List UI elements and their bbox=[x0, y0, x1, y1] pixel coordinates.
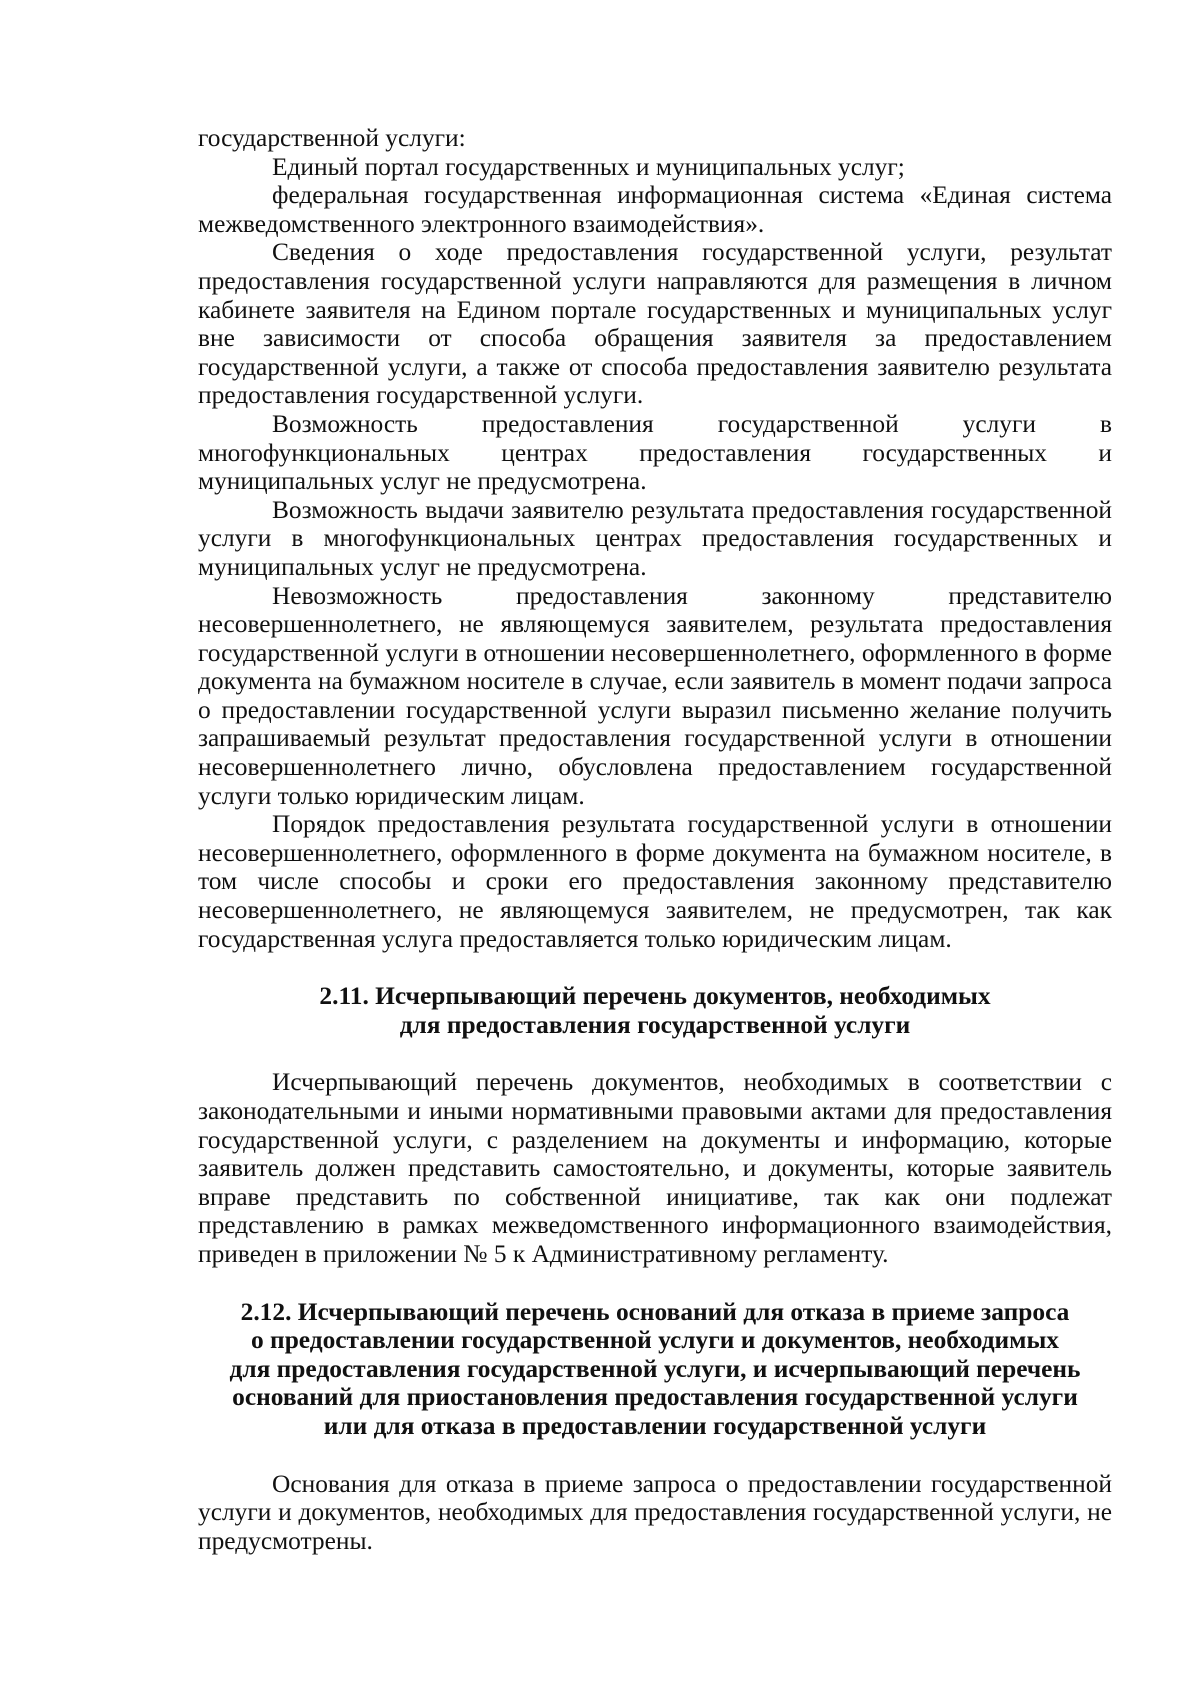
paragraph-result-procedure: Порядок предоставления результата государственной услуги в отношении несовершеннолетнего, оформленного в форме документа на бумажном носителе, в том числе способы и сроки его предоставления законному представителю несовершеннолетнего, не являющемуся заявителем, не предусмотрен, так как государственная услуга предоставляется только юридическим лицам. bbox=[198, 810, 1112, 953]
paragraph-progress-info: Сведения о ходе предоставления государственной услуги, результат предоставления государственной услуги направляются для размещения в личном кабинете заявителя на Едином портале государственных и муниципальных услуг вне зависимости от способа обращения заявителя за предоставлением государственной услуги, а также от способа предоставления заявителю результата предоставления государственной услуги. bbox=[198, 238, 1112, 410]
section-2-12-body: Основания для отказа в приеме запроса о предоставлении государственной услуги и документов, необходимых для предоставления государственной услуги, не предусмотрены. bbox=[198, 1469, 1112, 1555]
paragraph-mfc-provision: Возможность предоставления государственной услуги в многофункциональных центрах предоставления государственных и муниципальных услуг не предусмотрена. bbox=[198, 409, 1112, 496]
heading-line: для предоставления государственной услуги bbox=[399, 1010, 911, 1039]
heading-line: или для отказа в предоставлении государственной услуги bbox=[323, 1411, 987, 1440]
section-heading-2-12 bbox=[198, 1298, 1112, 1441]
paragraph-mfc-issuance: Возможность выдачи заявителю результата предоставления государственной услуги в многофункциональных центрах предоставления государственных и муниципальных услуг не предусмотрена. bbox=[198, 495, 1112, 581]
heading-line: для предоставления государственной услуги, и исчерпывающий перечень bbox=[229, 1354, 1081, 1383]
heading-line: о предоставлении государственной услуги и документов, необходимых bbox=[251, 1326, 1059, 1355]
section-heading-2-11 bbox=[198, 982, 1112, 1039]
heading-line: 2.12. Исчерпывающий перечень оснований для отказа в приеме запроса bbox=[240, 1297, 1070, 1326]
heading-line: 2.11. Исчерпывающий перечень документов, необходимых bbox=[319, 982, 991, 1011]
document-page bbox=[198, 124, 1112, 1555]
paragraph-continuation: государственной услуги: bbox=[198, 124, 466, 152]
paragraph-portal: Единый портал государственных и муниципальных услуг; bbox=[272, 152, 905, 181]
heading-line: оснований для приостановления предоставления государственной услуги bbox=[232, 1383, 1078, 1412]
paragraph-federal-system: федеральная государственная информационная система «Единая система межведомственного электронного взаимодействия». bbox=[198, 181, 1112, 238]
section-2-11-body: Исчерпывающий перечень документов, необходимых в соответствии с законодательными и иными нормативными правовыми актами для предоставления государственной услуги, с разделением на документы и информацию, которые заявитель должен представить самостоятельно, и документы, которые заявитель вправе представить по собственной инициативе, так как они подлежат представлению в рамках межведомственного информационного взаимодействия, приведен в приложении № 5 к Административному регламенту. bbox=[198, 1068, 1112, 1268]
paragraph-legal-representative: Невозможность предоставления законному представителю несовершеннолетнего, не являющемуся заявителем, результата предоставления государственной услуги в отношении несовершеннолетнего, оформленного в форме документа на бумажном носителе в случае, если заявитель в момент подачи запроса о предоставлении государственной услуги выразил письменно желание получить запрашиваемый результат предоставления государственной услуги в отношении несовершеннолетнего лично, обусловлена предоставлением государственной услуги только юридическим лицам. bbox=[198, 581, 1112, 810]
